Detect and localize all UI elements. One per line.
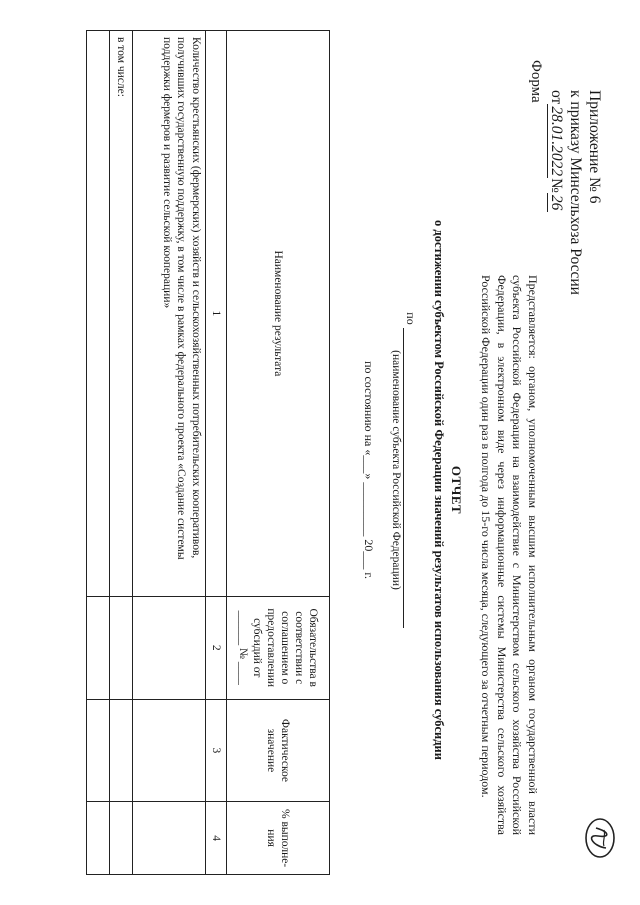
actual-cell	[110, 699, 133, 802]
subject-line	[390, 305, 418, 635]
header-percent: % выполне-ния	[227, 802, 330, 875]
header-actual-value: Фактическое значение	[227, 699, 330, 802]
as-of-date: по состоянию на «___» _________ 20___ г.	[362, 361, 376, 579]
signature-stamp-icon	[582, 816, 618, 860]
subject-fill-line	[403, 328, 416, 628]
percent-cell	[110, 802, 133, 875]
result-name-cell: Количество крестьянских (фермерских) хозяйств и сельскохозяйственных потребительских кооперативов, получивших государственную поддержку, в том числе в рамках федерального проекта «Создание системы поддержки фермеров и развитие сельской кооперации»	[133, 31, 206, 597]
order-reference: к приказу Минсельхоза России	[567, 90, 584, 295]
percent-cell	[133, 802, 206, 875]
sub-row-label: в том числе:	[110, 31, 133, 597]
blank-cell	[87, 31, 110, 597]
report-subtitle: о достижении субъектом Российской Федерации значений результатов использования субсидии	[432, 220, 446, 760]
by-prefix: по	[404, 312, 418, 325]
column-number: 4	[206, 802, 227, 875]
obligation-cell	[133, 596, 206, 699]
table-row	[110, 31, 133, 875]
order-date-line	[547, 90, 566, 350]
order-number: 26	[548, 194, 565, 211]
report-title: ОТЧЕТ	[449, 465, 464, 515]
date-prefix: от	[548, 90, 565, 105]
blank-cell	[87, 699, 110, 802]
column-number: 2	[206, 596, 227, 699]
appendix-block	[547, 90, 604, 350]
results-table	[86, 30, 330, 875]
report-title-block	[431, 200, 464, 780]
obligation-cell	[110, 596, 133, 699]
table-row	[87, 31, 110, 875]
column-number: 3	[206, 699, 227, 802]
table-row	[133, 31, 206, 875]
table-header-row	[227, 31, 330, 875]
header-result-name: Наименование результата	[227, 31, 330, 597]
form-label: Форма	[528, 60, 544, 103]
appendix-number: Приложение № 6	[586, 90, 603, 204]
actual-cell	[133, 699, 206, 802]
column-number: 1	[206, 31, 227, 597]
column-number-row	[206, 31, 227, 875]
blank-cell	[87, 596, 110, 699]
intro-paragraph: Представляется: органом, уполномоченным высшим исполнительным органом государственной власти субъекта Российской Федерации на взаимодействие с Министерством сельского хозяйства Российской Федерации, в электронном виде через информационные системы Министерства сельского хозяйства Российской Федерации один раз в полгода до 15-го числа месяца, следующего за отчетным периодом.	[479, 275, 540, 835]
number-prefix: №	[548, 178, 565, 193]
subject-caption: (наименование субъекта Российской Федерации)	[390, 350, 402, 590]
blank-cell	[87, 802, 110, 875]
order-date: 28.01.2022	[548, 106, 565, 177]
header-obligations: Обязательства в соответствии с соглашением о предоставлении субсидий от ______ № ____	[227, 596, 330, 699]
